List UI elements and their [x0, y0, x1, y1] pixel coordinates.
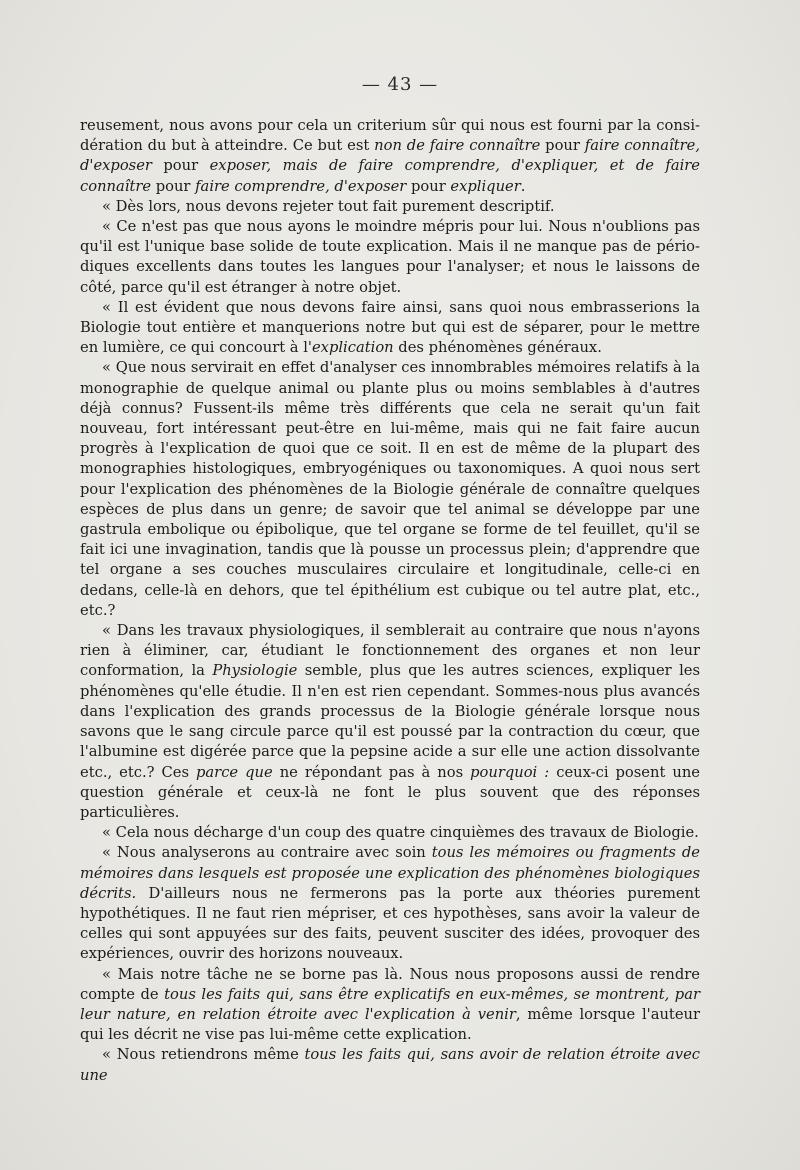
text-segment: « Nous analyserons au contraire avec soin: [102, 844, 432, 862]
text-segment: « Que nous servirait en effet d'analyser ces innombrables mémoires relatifs à la monographie de quelque animal ou plante plus ou moins semblables à d'autres déjà connus? Fussent-ils même très différents que cela ne serait qu'un fait nouveau, fort intéressant peut-être en lui-même, mais qui ne fait faire aucun progrès à l'explication de quoi que ce soit. Il en est de même de la plupart des monographies histologiques, embryogéniques ou taxonomiques. A quoi nous sert pour l'explication des phénomènes de la Biologie générale de connaître quelques espèces de plus dans un genre; de savoir que tel animal se développe par une gastrula embolique ou épibolique, que tel organe se forme de tel feuillet, qu'il se fait ici une invagination, tandis que là pousse un processus plein; d'apprendre que tel organe a ses couches musculaires circulaire et longitudinale, celle-ci en dedans, celle-là en dehors, que tel épithélium est cubique ou tel autre plat, etc., etc.?: [80, 359, 700, 619]
text-segment: « Mais notre tâche ne se borne pas là. Nous nous proposons aussi de rendre compte de: [80, 965, 700, 1003]
italic-text-segment: faire comprendre, d'exposer: [195, 177, 407, 195]
paragraph: [80, 217, 700, 298]
italic-text-segment: parce que: [196, 763, 273, 781]
text-segment: .: [520, 177, 526, 195]
text-segment: semble, plus que les autres sciences, expliquer les phénomènes qu'elle étudie. Il n'en est rien cependant. Sommes-nous plus avancés dans l'explication des grands processus de la Biologie générale lorsque nous savons que le sang circule parce qu'il est poussé par la contraction du cœur, que l'albumine est digérée parce que la pepsine acide a sur elle une action dissolvante etc., etc.? Ces: [80, 662, 701, 781]
text-segment: pour: [406, 177, 451, 195]
text-segment: reusement, nous avons pour cela un criterium sûr qui nous est fourni par la considération du but à atteindre. Ce but est: [80, 117, 700, 155]
italic-text-segment: tous les faits qui, sans avoir de relation étroite avec une: [80, 1046, 700, 1084]
paragraph: [80, 1045, 700, 1085]
paragraph: [80, 621, 700, 823]
italic-text-segment: tous les faits qui, sans être explicatifs en eux-mêmes, se montrent, par leur nature, en relation étroite avec l'explication à venir: [80, 985, 700, 1023]
text-segment: « Dans les travaux physiologiques, il semblerait au contraire que nous n'ayons rien à éliminer, car, étudiant le fonctionnement des organes et non leur conformation, la: [80, 622, 700, 680]
paragraph: [80, 358, 700, 621]
italic-text-segment: non de faire connaître: [374, 137, 541, 155]
text-segment: pour: [151, 177, 196, 195]
paragraph: [80, 197, 700, 217]
text-segment: D'ailleurs nous ne fermerons pas la porte aux théories purement hypothétiques. Il ne faut rien mépriser, et ces hypothèses, sans avoir la valeur de celles qui sont appuyées sur des faits, peuvent susciter des idées, provoquer des expériences, ouvrir des horizons nouveaux.: [80, 884, 700, 963]
body-text: [80, 116, 700, 1086]
text-segment: , même lorsque l'auteur qui les décrit ne vise pas lui-même cette explication.: [80, 1005, 701, 1044]
text-segment: « Dès lors, nous devons rejeter tout fait purement descriptif.: [102, 197, 555, 215]
italic-text-segment: tous les mémoires ou fragments de mémoires dans lesquels est proposée une explication des phénomènes biologiques décrits.: [80, 844, 700, 902]
italic-text-segment: pourquoi :: [470, 763, 550, 781]
paragraph: [80, 843, 700, 964]
italic-text-segment: exposer, mais de faire comprendre, d'expliquer, et de faire connaître: [80, 157, 700, 195]
italic-text-segment: Physiologie: [212, 662, 298, 680]
text-segment: « Nous retiendrons même: [102, 1046, 305, 1064]
text-segment: ceux-ci posent une question générale et ceux-là ne font le plus souvent que des réponses particulières.: [80, 763, 700, 821]
paragraph: [80, 298, 700, 359]
text-segment: des phénomènes généraux.: [393, 339, 602, 357]
text-segment: « Cela nous décharge d'un coup des quatre cinquièmes des travaux de Biologie.: [102, 824, 699, 842]
text-segment: « Ce n'est pas que nous ayons le moindre mépris pour lui. Nous n'oublions pas qu'il est l'unique base solide de toute explication. Mais il ne manque pas de périodiques excellents dans toutes les langues pour l'analyser; et nous le laissons de côté, parce qu'il est étranger à notre objet.: [80, 218, 700, 296]
paragraph: [80, 116, 700, 197]
text-segment: pour: [151, 157, 210, 175]
text-segment: pour: [540, 137, 585, 155]
italic-text-segment: expliquer: [450, 177, 521, 195]
paragraph: [80, 965, 700, 1046]
italic-text-segment: faire connaître, d'exposer: [80, 137, 700, 175]
text-segment: ne répondant pas à nos: [272, 763, 471, 781]
text-segment: « Il est évident que nous devons faire ainsi, sans quoi nous embrasserions la Biologie tout entière et manquerions notre but qui est de séparer, pour le mettre en lumière, ce qui concourt à l': [80, 298, 700, 357]
page-number: — 43 —: [361, 74, 439, 95]
italic-text-segment: explication: [311, 339, 394, 357]
paragraph: [80, 823, 700, 843]
